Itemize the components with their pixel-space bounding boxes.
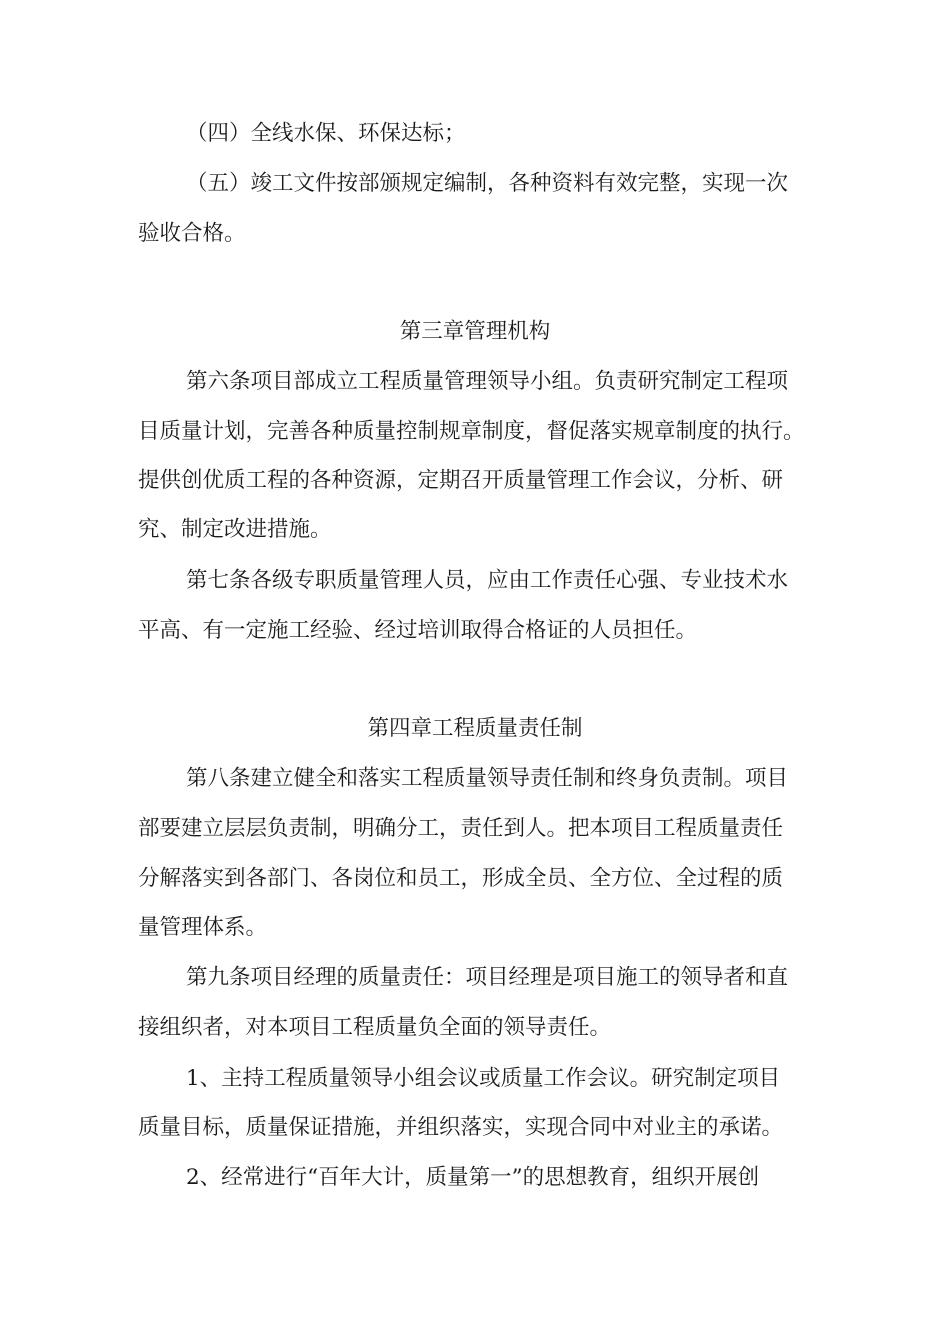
article-9-line-1: 第九条项目经理的质量责任：项目经理是项目施工的领导者和直 <box>186 965 789 990</box>
article-9-line-2: 接组织者，对本项目工程质量负全面的领导责任。 <box>138 1015 612 1040</box>
chapter-4-heading: 第四章工程质量责任制 <box>367 716 583 741</box>
duty-1-line-1: 1、主持工程质量领导小组会议或质量工作会议。研究制定项目 <box>186 1066 781 1091</box>
article-8-line-2: 部要建立层层负责制，明确分工，责任到人。把本项目工程质量责任 <box>138 816 784 841</box>
duty-2-line-1: 2、经常进行“百年大计，质量第一”的思想教育，组织开展创 <box>186 1165 760 1190</box>
article-6-line-4: 究、制定改进措施。 <box>138 517 332 542</box>
article-8-line-3: 分解落实到各部门、各岗位和员工，形成全员、全方位、全过程的质 <box>138 866 784 891</box>
item-4: （四）全线水保、环保达标； <box>186 121 466 146</box>
chapter-3-heading: 第三章管理机构 <box>399 319 551 344</box>
article-7-line-1: 第七条各级专职质量管理人员，应由工作责任心强、专业技术水 <box>186 568 789 593</box>
article-7-line-2: 平高、有一定施工经验、经过培训取得合格证的人员担任。 <box>138 618 698 643</box>
item-5-line-2: 验收合格。 <box>138 221 246 246</box>
article-8-line-1: 第八条建立健全和落实工程质量领导责任制和终身负责制。项目 <box>186 766 789 791</box>
article-6-line-3: 提供创优质工程的各种资源，定期召开质量管理工作会议，分析、研 <box>138 468 784 493</box>
article-6-line-1: 第六条项目部成立工程质量管理领导小组。负责研究制定工程项 <box>186 369 789 394</box>
article-6-line-2: 目质量计划，完善各种质量控制规章制度，督促落实规章制度的执行。 <box>138 419 805 444</box>
duty-1-line-2: 质量目标，质量保证措施，并组织落实，实现合同中对业主的承诺。 <box>138 1115 784 1140</box>
article-8-line-4: 量管理体系。 <box>138 915 268 940</box>
item-5-line-1: （五）竣工文件按部颁规定编制，各种资料有效完整，实现一次 <box>186 171 789 196</box>
